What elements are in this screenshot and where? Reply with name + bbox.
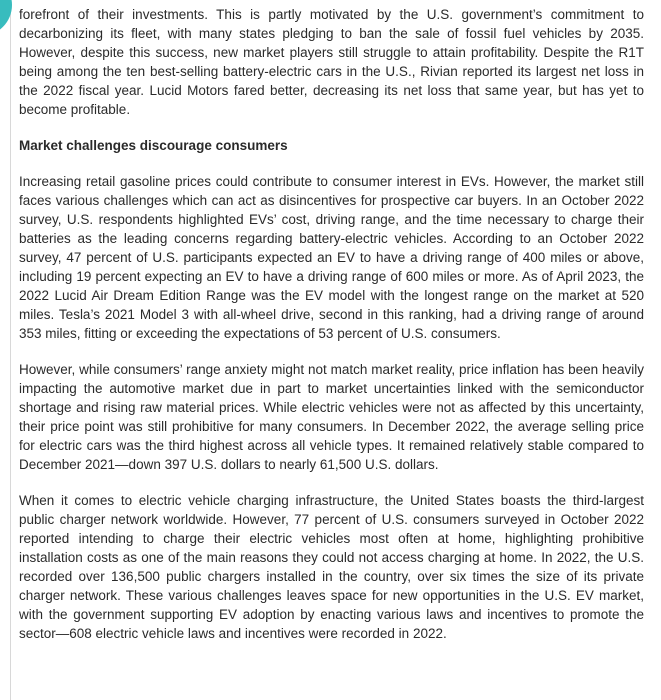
section-heading: Market challenges discourage consumers <box>19 138 288 153</box>
paragraph-price-inflation: However, while consumers’ range anxiety might not match market reality, price inflation has been heavily impacting the automotive market due in part to market uncertainties linked with the semiconductor shortage and rising raw material prices. While electric vehicles were not as affected by this uncertainty, their price point was still prohibitive for many consumers. In December 2022, the average selling price for electric cars was the third highest across all vehicle types. It remained relatively stable compared to December 2021—down 397 U.S. dollars to nearly 61,500 U.S. dollars. <box>19 362 644 472</box>
page-edge-line <box>10 0 11 700</box>
paragraph-consumer-challenges: Increasing retail gasoline prices could contribute to consumer interest in EVs. However, the market still faces various challenges which can act as disincentives for prospective car buyers. In an October 2022 survey, U.S. respondents highlighted EVs’ cost, driving range, and the time necessary to charge their batteries as the leading concerns regarding battery-electric vehicles. According to an October 2022 survey, 47 percent of U.S. participants expected an EV to have a driving range of 400 miles or above, including 19 percent expecting an EV to have a driving range of 600 miles or more. As of April 2023, the 2022 Lucid Air Dream Edition Range was the EV model with the longest range on the market at 520 miles. Tesla’s 2021 Model 3 with all-wheel drive, second in this ranking, had a driving range of around 353 miles, fitting or exceeding the expectations of 53 percent of U.S. consumers. <box>19 174 644 341</box>
paragraph-charging-infrastructure: When it comes to electric vehicle charging infrastructure, the United States boasts the third-largest public charger network worldwide. However, 77 percent of U.S. consumers surveyed in October 2022 reported intending to charge their electric vehicles most often at home, highlighting prohibitive installation costs as one of the main reasons they could not access charging at home. In 2022, the U.S. recorded over 136,500 public chargers installed in the country, over six times the size of its private charger network. These various challenges leaves space for new opportunities in the U.S. EV market, with the government supporting EV adoption by enacting various laws and incentives to promote the sector—608 electric vehicle laws and incentives were recorded in 2022. <box>19 493 644 641</box>
paragraph-investments: forefront of their investments. This is partly motivated by the U.S. government’s commitment to decarbonizing its fleet, with many states pledging to ban the sale of fossil fuel vehicles by 2035. However, despite this success, new market players still struggle to attain profitability. Despite the R1T being among the ten best-selling battery-electric cars in the U.S., Rivian reported its largest net loss in the 2022 fiscal year. Lucid Motors fared better, decreasing its net loss that same year, but has yet to become profitable. <box>19 7 644 117</box>
document-content <box>19 5 644 643</box>
